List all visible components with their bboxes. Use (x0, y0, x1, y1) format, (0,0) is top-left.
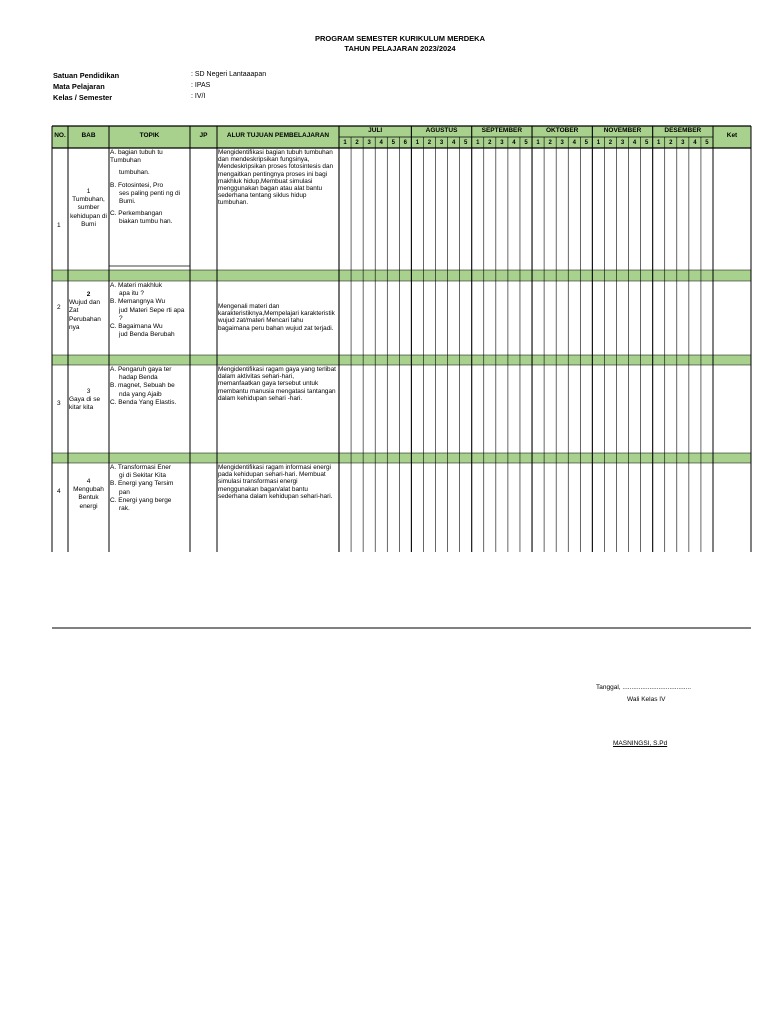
week-number: 5 (584, 139, 588, 146)
week-number: 2 (427, 139, 432, 146)
topic-item (110, 382, 188, 398)
topic-item (110, 323, 188, 339)
week-number: 4 (632, 139, 637, 146)
week-number: 1 (476, 139, 480, 146)
topic-continuation: hadap Benda (119, 374, 158, 382)
week-number: 1 (415, 139, 420, 146)
week-number: 3 (500, 139, 504, 146)
row-number: 3 (57, 400, 61, 407)
row-number: 4 (57, 488, 61, 495)
topic-item (110, 282, 188, 298)
bab-number: 4 (86, 478, 91, 485)
topic-main: A. bagian tubuh tu (110, 149, 163, 156)
topic-continuation: tumbuhan. (119, 169, 150, 177)
week-number: 3 (367, 139, 371, 146)
topic-main: A. Materi makhluk (110, 282, 163, 289)
topic-main: B. magnet, Sebuah be (110, 382, 175, 390)
week-number: 3 (620, 139, 625, 146)
week-number: 1 (536, 139, 540, 146)
week-number: 5 (524, 139, 528, 146)
row-separator-band (52, 355, 751, 365)
week-number: 6 (403, 139, 408, 146)
topic-cell (110, 282, 188, 339)
topic-continuation: nda yang Ajaib (119, 390, 162, 398)
topic-item (110, 182, 188, 207)
topic-item (110, 149, 188, 165)
row-number: 2 (57, 304, 61, 311)
info-label-subject: Mata Pelajaran (53, 82, 105, 91)
topic-main: C. Bagaimana Wu (110, 323, 163, 331)
topic-continuation: rak. (119, 505, 130, 513)
topic-cell (110, 464, 188, 513)
topic-cell (110, 366, 188, 407)
bab-number: 2 (86, 291, 91, 298)
week-number: 3 (560, 139, 564, 146)
topic-item (110, 210, 188, 226)
topic-continuation: jud Benda Berubah (119, 331, 175, 339)
week-number: 4 (379, 139, 383, 146)
week-number: 2 (355, 139, 359, 146)
week-number: 1 (343, 139, 347, 146)
topic-item (110, 169, 188, 177)
topic-item (110, 480, 188, 496)
week-number: 1 (596, 139, 601, 146)
week-number: 2 (548, 139, 552, 146)
topic-item (110, 464, 188, 480)
week-number: 4 (572, 139, 576, 146)
bab-title: Wujud dan Zat Perubahan nya (69, 299, 101, 331)
row-separator-band (52, 270, 751, 281)
month-header-juli: JULI (368, 127, 383, 134)
topic-main: A. Pengaruh gaya ter (110, 366, 172, 373)
bab-title: Mengubah Bentuk energi (73, 486, 104, 510)
info-label-school: Satuan Pendidikan (53, 71, 120, 80)
topic-item (110, 399, 188, 407)
bab-number: 3 (86, 388, 91, 395)
info-label-class: Kelas / Semester (53, 93, 113, 102)
week-number: 3 (681, 139, 685, 146)
month-header-agustus: AGUSTUS (425, 127, 458, 134)
month-header-november: NOVEMBER (603, 127, 642, 134)
learning-objective-text: Mengidentifikasi ragam gaya yang terlibat dalam aktivitas sehari-hari, memanfaatkan gaya tersebut untuk membantu manusia mengatasi tantangan dalam kehidupan sehari -hari. (218, 366, 336, 402)
month-header-september: SEPTEMBER (481, 127, 523, 134)
topic-cell (110, 149, 188, 231)
week-number: 5 (391, 139, 395, 146)
week-number: 3 (439, 139, 444, 146)
bab-number: 1 (86, 188, 91, 195)
topic-continuation: Tumbuhan (110, 157, 141, 165)
signature-role: Wali Kelas IV (627, 696, 666, 703)
title-line-1: PROGRAM SEMESTER KURIKULUM MERDEKA (314, 34, 485, 43)
topic-main: B. Energi yang Tersim (110, 480, 174, 488)
bab-cell (69, 478, 108, 511)
topic-main: B. Fotosintesi, Pro (110, 181, 164, 189)
week-number: 1 (657, 139, 661, 146)
week-number: 2 (488, 139, 492, 146)
learning-objective-text: Mengidentifikasi bagian tubuh tumbuhan dan mendeskripsikan fungsinya, Mendeskripsikan proses fotosintesis dan mengaitkan pentingnya proses ini bagi makhluk hidup,Membuat simulasi menggunakan bagan atau alat bantu sederhana tentang siklus hidup tumbuhan. (218, 149, 334, 207)
topic-main: C. Benda Yang Elastis. (110, 398, 177, 406)
bab-title: Gaya di se kitar kita (69, 396, 101, 412)
week-number: 5 (644, 139, 649, 146)
title-line-2: TAHUN PELAJARAN 2023/2024 (344, 44, 456, 53)
bab-cell (69, 388, 108, 413)
topic-main: C. Energi yang berge (110, 496, 172, 504)
learning-objective-text: Mengenali materi dan karakteristiknya,Mempelajari karakteristik wujud zat/materi Mencari tahu bagaimana peru bahan wujud zat terjadi. (218, 303, 335, 332)
ket-column-header: Ket (726, 132, 738, 139)
info-value-class: : IV/I (191, 93, 206, 100)
signature-date: Tanggal, ...................................... (596, 684, 692, 691)
topic-main: C. Perkembangan (110, 210, 163, 218)
info-value-school: : SD Negeri Lantaaapan (191, 71, 267, 78)
topic-item (110, 366, 188, 382)
topic-continuation: pan (119, 488, 130, 496)
topic-continuation: jud Materi Sepe rti apa ? (119, 306, 185, 322)
jp-column-header: JP (199, 132, 208, 139)
week-number: 4 (693, 139, 697, 146)
week-number: 4 (451, 139, 456, 146)
month-header-oktober: OKTOBER (545, 127, 579, 134)
week-number: 2 (608, 139, 613, 146)
learning-objective-text: Mengidentifikasi ragam informasi energi pada kehidupan sehari-hari. Membuat simulasi transformasi energi menggunakan bagan/alat bantu sederhana dalam kehidupan sehari-hari. (218, 464, 333, 500)
week-number: 5 (705, 139, 709, 146)
row-number: 1 (57, 222, 61, 229)
no-column-header: NO. (54, 132, 66, 139)
row-separator-band (52, 453, 751, 463)
bab-cell (69, 291, 108, 332)
bab-column-header: BAB (81, 132, 96, 139)
topik-column-header: TOPIK (139, 132, 160, 139)
signature-name: MASNINGSI, S.Pd (613, 740, 668, 747)
month-header-desember: DESEMBER (664, 127, 702, 134)
topic-main: A. Transformasi Ener (110, 464, 172, 471)
week-number: 4 (512, 139, 516, 146)
topic-continuation: biakan tumbu han. (119, 218, 173, 226)
topic-continuation: ses paling penti ng di Bumi. (119, 189, 181, 206)
topic-item (110, 298, 188, 323)
topic-continuation: apa itu ? (119, 290, 144, 298)
bab-cell (69, 188, 108, 229)
bab-title: Tumbuhan, sumber kehidupan di Bumi (70, 196, 107, 228)
atp-column-header: ALUR TUJUAN PEMBELAJARAN (226, 132, 330, 139)
week-number: 5 (464, 139, 468, 146)
topic-main: B. Memangnya Wu (110, 298, 166, 306)
info-value-subject: : IPAS (191, 82, 211, 89)
topic-continuation: gi di Sekitar Kita (119, 472, 166, 480)
topic-item (110, 497, 188, 513)
week-number: 2 (669, 139, 673, 146)
